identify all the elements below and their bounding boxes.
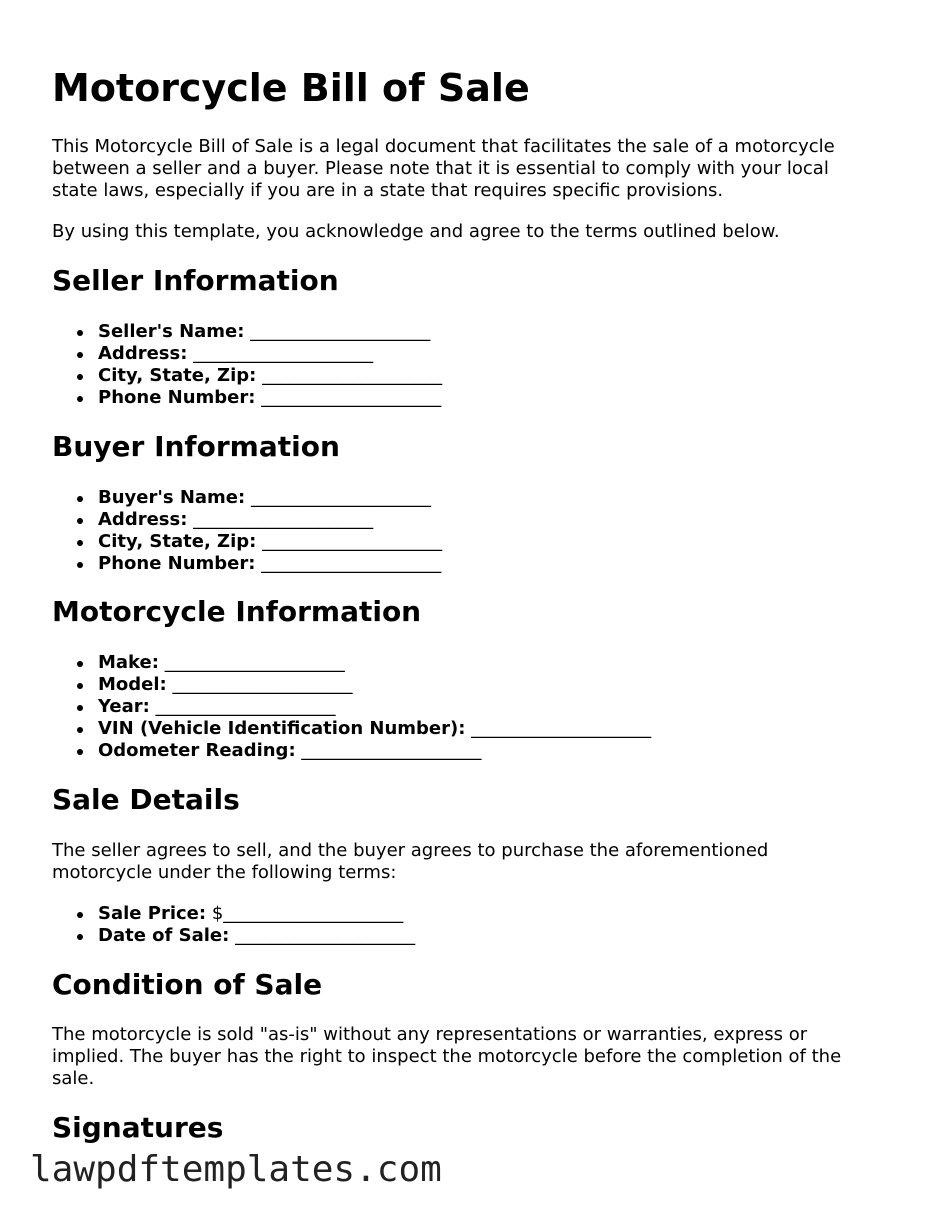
condition-heading: Condition of Sale [52,968,323,1001]
field-blank[interactable]: ____________________ [193,343,374,364]
field-blank[interactable]: ____________________ [261,553,442,574]
field-label: Phone Number: [98,387,256,408]
field-label: VIN (Vehicle Identification Number): [98,718,466,739]
field-label: Seller's Name: [98,321,245,342]
buyer-city-state-zip-field[interactable] [52,531,442,553]
page-title: Motorcycle Bill of Sale [52,66,530,110]
buyer-phone-field[interactable] [52,553,442,575]
field-label: Buyer's Name: [98,487,246,508]
field-label: City, State, Zip: [98,531,257,552]
seller-field-list [52,321,442,409]
field-label: Sale Price: [98,903,207,924]
field-blank[interactable]: $____________________ [211,903,404,924]
date-of-sale-field[interactable] [52,925,415,947]
watermark-text: lawpdftemplates.com [30,1149,442,1190]
make-field[interactable] [52,652,651,674]
seller-address-field[interactable] [52,343,442,365]
year-field[interactable] [52,696,651,718]
field-blank[interactable]: ____________________ [250,487,431,508]
field-blank[interactable]: ____________________ [235,925,416,946]
intro-paragraph-2: By using this template, you acknowledge and agree to the terms outlined below. [52,221,780,242]
intro-paragraph-1: This Motorcycle Bill of Sale is a legal document that facilitates the sale of a motorcycle between a seller and a buyer. Please note that it is essential to comply with your local state laws, especially if you are in a state that requires specific provisions. [52,136,835,201]
sale-field-list [52,903,415,947]
field-blank[interactable]: ____________________ [261,387,442,408]
motorcycle-heading: Motorcycle Information [52,595,422,628]
sale-price-field[interactable] [52,903,415,925]
field-label: Make: [98,652,159,673]
field-label: Year: [98,696,150,717]
field-label: City, State, Zip: [98,365,257,386]
motorcycle-field-list [52,652,651,762]
seller-city-state-zip-field[interactable] [52,365,442,387]
field-label: Address: [98,509,188,530]
seller-heading: Seller Information [52,264,339,297]
seller-phone-field[interactable] [52,387,442,409]
buyer-address-field[interactable] [52,509,442,531]
vin-field[interactable] [52,718,651,740]
field-blank[interactable]: ____________________ [262,365,443,386]
sale-details-text: The seller agrees to sell, and the buyer agrees to purchase the aforementioned motorcycle under the following terms: [52,840,769,883]
odometer-field[interactable] [52,740,651,762]
buyer-field-list [52,487,442,575]
field-label: Model: [98,674,167,695]
buyer-name-field[interactable] [52,487,442,509]
field-blank[interactable]: ____________________ [155,696,336,717]
field-blank[interactable]: ____________________ [164,652,345,673]
sale-details-heading: Sale Details [52,783,240,816]
field-blank[interactable]: ____________________ [471,718,652,739]
seller-name-field[interactable] [52,321,442,343]
field-blank[interactable]: ____________________ [301,740,482,761]
field-blank[interactable]: ____________________ [193,509,374,530]
buyer-heading: Buyer Information [52,430,340,463]
field-blank[interactable]: ____________________ [172,674,353,695]
field-label: Odometer Reading: [98,740,296,761]
field-label: Phone Number: [98,553,256,574]
condition-text: The motorcycle is sold "as-is" without any representations or warranties, express or implied. The buyer has the right to inspect the motorcycle before the completion of the sale. [52,1024,842,1089]
model-field[interactable] [52,674,651,696]
field-label: Date of Sale: [98,925,230,946]
field-blank[interactable]: ____________________ [262,531,443,552]
field-blank[interactable]: ____________________ [250,321,431,342]
signatures-heading: Signatures [52,1111,224,1144]
field-label: Address: [98,343,188,364]
